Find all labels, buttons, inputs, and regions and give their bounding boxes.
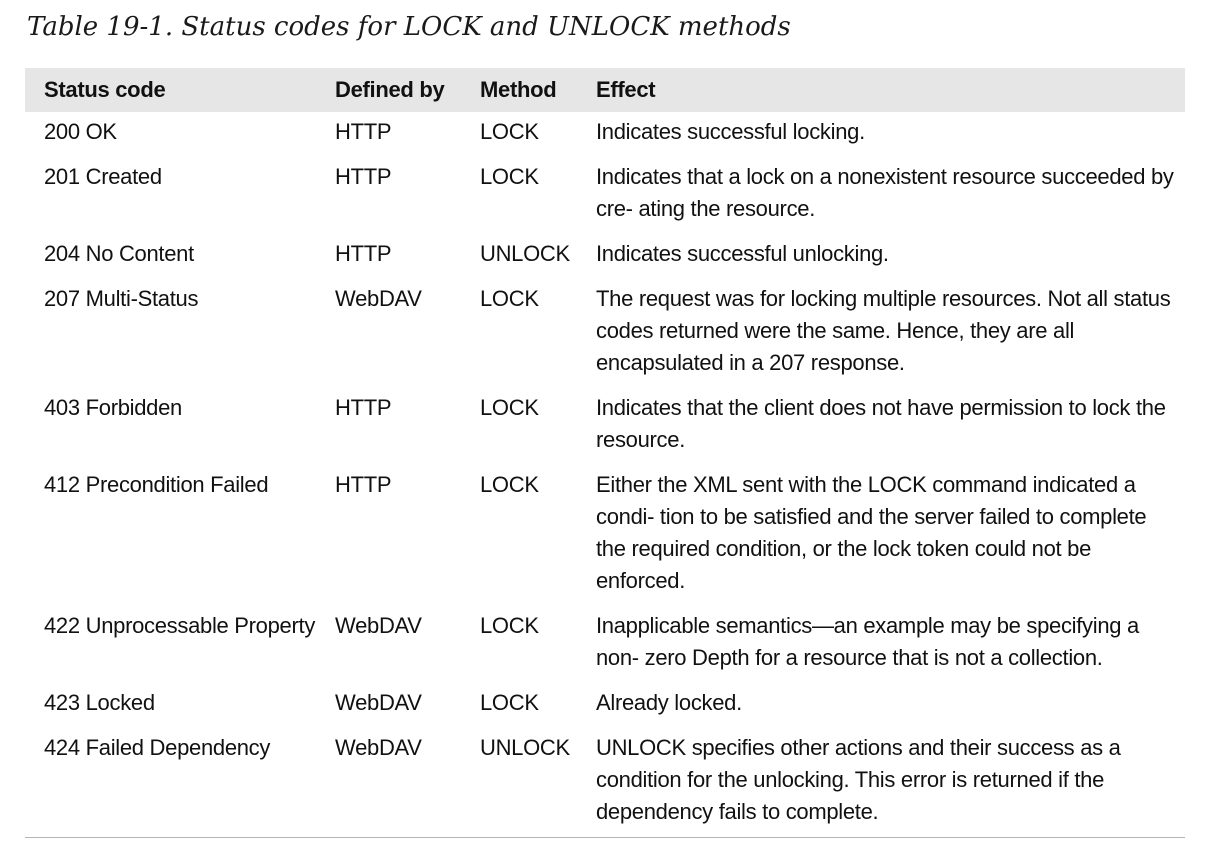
effect-cell: Already locked. bbox=[596, 690, 742, 715]
status-code-cell: 207 Multi-Status bbox=[44, 286, 199, 311]
method-cell: LOCK bbox=[480, 472, 539, 497]
defined-by-cell: HTTP bbox=[335, 241, 392, 266]
table-caption: Table 19-1. Status codes for LOCK and UNLOCK methods bbox=[27, 12, 791, 42]
effect-cell: UNLOCK specifies other actions and their success as a condition for the unlocking. This error is returned if the dependency fails to complete. bbox=[596, 735, 1121, 824]
effect-cell: Indicates successful unlocking. bbox=[596, 241, 889, 266]
defined-by-cell: HTTP bbox=[335, 472, 392, 497]
status-code-cell: 423 Locked bbox=[44, 690, 155, 715]
defined-by-cell: WebDAV bbox=[335, 286, 422, 311]
method-cell: LOCK bbox=[480, 395, 539, 420]
table-body bbox=[25, 112, 1185, 835]
header-defined-by: Defined by bbox=[335, 77, 445, 102]
table-row bbox=[25, 277, 1185, 386]
status-code-cell: 200 OK bbox=[44, 119, 117, 144]
defined-by-cell: WebDAV bbox=[335, 613, 422, 638]
method-cell: LOCK bbox=[480, 690, 539, 715]
table-row bbox=[25, 463, 1185, 604]
defined-by-cell: HTTP bbox=[335, 395, 392, 420]
method-cell: LOCK bbox=[480, 119, 539, 144]
status-code-cell: 422 Unprocessable Property bbox=[44, 613, 316, 638]
table-row bbox=[25, 232, 1185, 277]
method-cell: LOCK bbox=[480, 164, 539, 189]
table-bottom-rule bbox=[25, 837, 1185, 838]
method-cell: UNLOCK bbox=[480, 735, 570, 760]
status-code-cell: 403 Forbidden bbox=[44, 395, 182, 420]
effect-cell: Indicates successful locking. bbox=[596, 119, 865, 144]
status-codes-table bbox=[25, 68, 1185, 838]
effect-cell: Indicates that the client does not have permission to lock the resource. bbox=[596, 395, 1166, 452]
status-code-cell: 201 Created bbox=[44, 164, 162, 189]
defined-by-cell: WebDAV bbox=[335, 735, 422, 760]
table-row bbox=[25, 112, 1185, 155]
effect-cell: The request was for locking multiple resources. Not all status codes returned were the same. Hence, they are all encapsulated in a 207 response. bbox=[596, 286, 1171, 375]
header-method: Method bbox=[480, 77, 557, 102]
method-cell: LOCK bbox=[480, 286, 539, 311]
status-code-cell: 204 No Content bbox=[44, 241, 194, 266]
status-code-cell: 412 Precondition Failed bbox=[44, 472, 269, 497]
table-row bbox=[25, 726, 1185, 835]
header-status-code: Status code bbox=[44, 77, 166, 102]
header-effect: Effect bbox=[596, 77, 656, 102]
effect-cell: Indicates that a lock on a nonexistent resource succeeded by cre- ating the resource. bbox=[596, 164, 1174, 221]
table-row bbox=[25, 155, 1185, 232]
effect-cell: Either the XML sent with the LOCK command indicated a condi- tion to be satisfied and the server failed to complete the required condition, or the lock token could not be enforced. bbox=[596, 472, 1147, 593]
method-cell: LOCK bbox=[480, 613, 539, 638]
table-row bbox=[25, 386, 1185, 463]
table-row bbox=[25, 604, 1185, 681]
defined-by-cell: WebDAV bbox=[335, 690, 422, 715]
method-cell: UNLOCK bbox=[480, 241, 570, 266]
table-header-row bbox=[25, 68, 1185, 112]
table-row bbox=[25, 681, 1185, 726]
effect-cell: Inapplicable semantics—an example may be specifying a non- zero Depth for a resource that is not a collection. bbox=[596, 613, 1139, 670]
defined-by-cell: HTTP bbox=[335, 164, 392, 189]
defined-by-cell: HTTP bbox=[335, 119, 392, 144]
status-code-cell: 424 Failed Dependency bbox=[44, 735, 271, 760]
